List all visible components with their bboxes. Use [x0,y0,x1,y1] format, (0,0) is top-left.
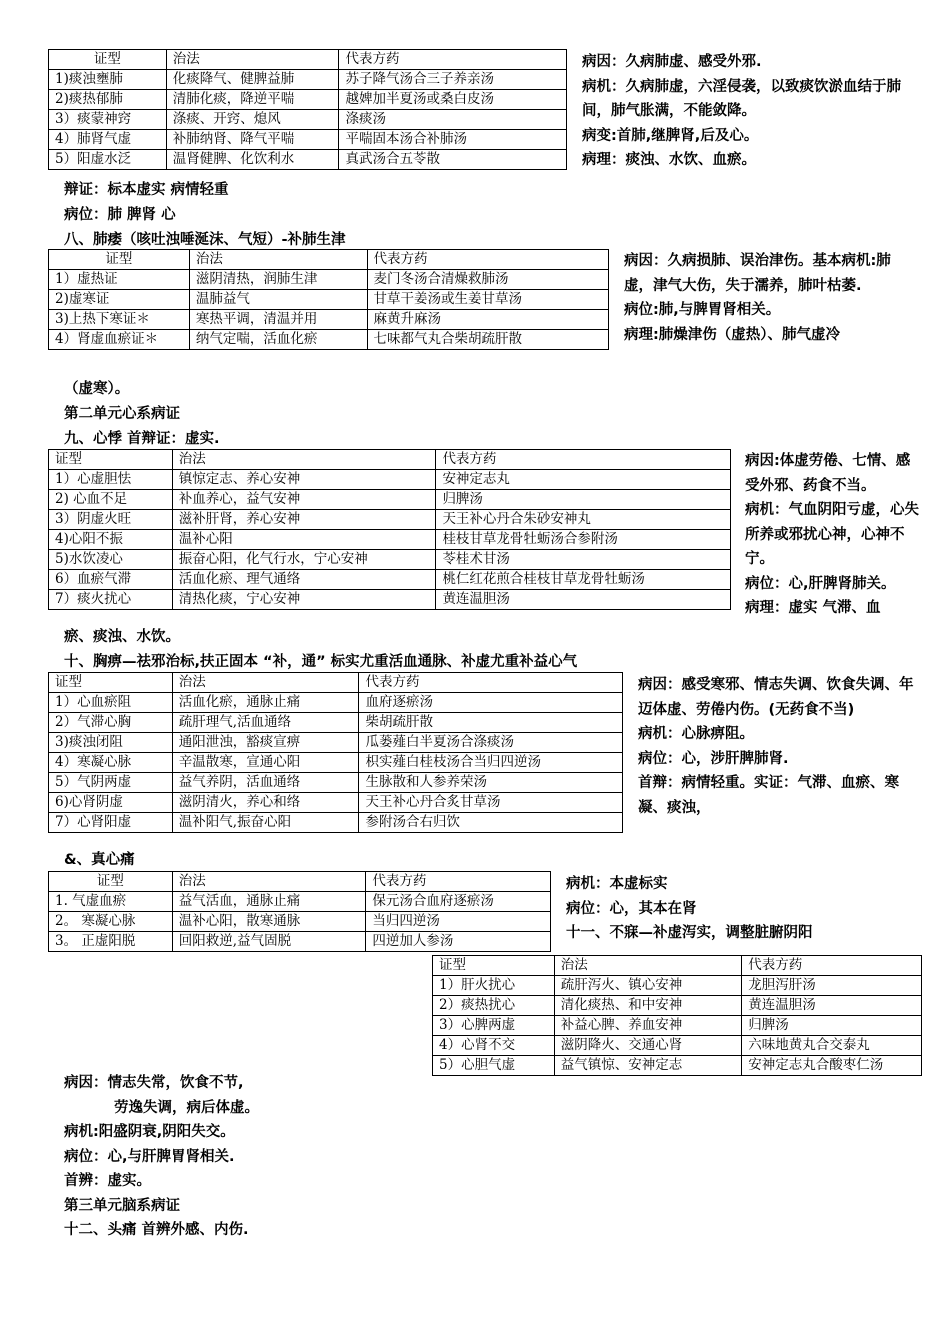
header-zhifa: 治法 [166,50,339,70]
cell: 温补心阳，散寒通脉 [172,912,366,932]
header-zhengxing: 证型 [49,673,173,693]
cell: 归脾汤 [436,490,731,510]
note-bingyin: 病因：感受寒邪、情志失调、饮食失调、年迈体虚、劳倦内伤。(无药食不当) [638,677,914,718]
cell: 辛温散寒，宣通心阳 [172,753,359,773]
cell: 回阳救逆,益气固脱 [172,932,366,952]
cell: 生脉散和人参养荣汤 [359,773,623,793]
cell: 黄连温胆汤 [436,590,731,610]
table-row [49,530,731,550]
note-bingwei: 病位：心，涉肝脾肺肾. [638,750,789,767]
fei-wei-table [48,249,609,350]
cell: 益气养阴，活血通络 [172,773,359,793]
table-row [433,976,922,996]
table-row [49,310,609,330]
bu-mei-notes [64,1071,424,1243]
bu-mei-heading: 十一、不寐—补虚泻实，调整脏腑阴阳 [566,925,813,941]
header-zhengxing: 证型 [433,956,555,976]
cell: 安神定志丸 [436,470,731,490]
cell: 补肺纳肾、降气平喘 [166,130,339,150]
note-bingyin: 病因：久病损肺、误治津伤。基本病机:肺虚，津气大伤，失于濡养，肺叶枯萎. [624,253,891,294]
cell: 涤痰汤 [339,110,567,130]
cell: 清化痰热、和中安神 [554,996,742,1016]
header-fangyao: 代表方药 [339,50,567,70]
cell: 1）心虚胆怯 [49,470,173,490]
table-row [49,813,623,833]
table-header-row [49,673,623,693]
zhen-xin-tong-heading: &、真心痛 [64,852,135,868]
table-header-row [49,872,551,892]
cell: 保元汤合血府逐瘀汤 [366,892,551,912]
table-row [49,693,623,713]
table-row [49,590,731,610]
note-bingwei: 病位:肺,与脾胃肾相关。 [624,302,781,318]
table-row [49,490,731,510]
cell: 当归四逆汤 [366,912,551,932]
cell: 麻黄升麻汤 [367,310,608,330]
fei-wei-note-tail: （虚寒）。 [64,381,130,397]
cell: 清肺化痰，降逆平喘 [166,90,339,110]
cell: 桂枝甘草龙骨牡蛎汤合参附汤 [436,530,731,550]
cell: 平喘固本汤合补肺汤 [339,130,567,150]
cell: 六味地黄丸合交泰丸 [742,1036,922,1056]
cell: 龙胆泻肝汤 [742,976,922,996]
xiong-bi-heading: 十、胸痹—祛邪治标,扶正固本 “补，通” 标实尤重活血通脉、补虚尤重补益心气 [64,654,578,670]
cell: 枳实薤白桂枝汤合当归四逆汤 [359,753,623,773]
note-bingyin: 病因:体虚劳倦、七情、感受外邪、药食不当。 [745,453,911,494]
cell: 2)虚寒证 [49,290,190,310]
note-bingli: 病理:肺燥津伤（虚热）、肺气虚冷 [624,326,841,343]
table-row [49,470,731,490]
cell: 滋阴清火，养心和络 [172,793,359,813]
note-bingji: 病机：本虚标实 [566,876,668,892]
zhen-xin-tong-table [48,871,551,952]
note-bingwei: 病位：心,与肝脾胃肾相关. [64,1148,235,1165]
table-header-row [49,450,731,470]
note-bingji: 病机：心脉痹阻。 [638,726,754,742]
cell: 纳气定喘，活血化瘀 [189,330,367,350]
cell: 温补心阳 [172,530,436,550]
cell: 2)痰热郁肺 [49,90,167,110]
cell: 益气镇惊、安神定志 [554,1056,742,1076]
table-row [49,793,623,813]
cell: 甘草干姜汤或生姜甘草汤 [367,290,608,310]
cell: 温肾健脾、化饮利水 [166,150,339,170]
fei-wei-notes [624,249,916,347]
unit-three-heading: 第三单元脑系病证 [64,1197,180,1214]
cell: 黄连温胆汤 [742,996,922,1016]
table-row [49,550,731,570]
cell: 温肺益气 [189,290,367,310]
table-header-row [49,50,567,70]
header-zhifa: 治法 [172,872,366,892]
cell: 5）心胆气虚 [433,1056,555,1076]
table-row [433,996,922,1016]
cell: 疏肝理气,活血通络 [172,713,359,733]
note-bingyin: 病因：情志失常，饮食不节, [64,1075,244,1091]
xiong-bi-notes [638,673,920,820]
cell: 1）虚热证 [49,270,190,290]
cell: 3）痰蒙神窍 [49,110,167,130]
table-row [433,1036,922,1056]
cell: 2。 寒凝心脉 [49,912,173,932]
table-row [49,90,567,110]
cell: 越婢加半夏汤或桑白皮汤 [339,90,567,110]
cell: 瓜蒌薤白半夏汤合涤痰汤 [359,733,623,753]
cell: 3)上热下寒证＊ [49,310,190,330]
cell: 补血养心，益气安神 [172,490,436,510]
cell: 血府逐瘀汤 [359,693,623,713]
cell: 柴胡疏肝散 [359,713,623,733]
cell: 参附汤合右归饮 [359,813,623,833]
cell: 滋阴清热，润肺生津 [189,270,367,290]
header-fangyao: 代表方药 [436,450,731,470]
cell: 1)痰浊壅肺 [49,70,167,90]
cell: 4）肾虚血瘀证＊ [49,330,190,350]
cell: 四逆加人参汤 [366,932,551,952]
table-row [49,773,623,793]
cell: 2）气滞心胸 [49,713,173,733]
zhen-xin-tong-notes [566,872,926,946]
cell: 4）肺肾气虚 [49,130,167,150]
cell: 苓桂术甘汤 [436,550,731,570]
note-bingji: 病机:阳盛阴衰,阴阳失交。 [64,1124,235,1140]
header-zhengxing: 证型 [49,872,173,892]
header-fangyao: 代表方药 [367,250,608,270]
note-bingji: 病机：久病肺虚，六淫侵袭，以致痰饮淤血结于肺间，肺气胀满，不能敛降。 [582,78,901,119]
cell: 安神定志丸合酸枣仁汤 [742,1056,922,1076]
cell: 3)痰浊闭阻 [49,733,173,753]
table-row [49,892,551,912]
bianzheng-line: 辩证：标本虚实 病情轻重 [64,182,229,198]
cell: 涤痰、开窍、熄风 [166,110,339,130]
table-row [49,733,623,753]
table-row [49,912,551,932]
table-row [49,150,567,170]
cell: 5）气阴两虚 [49,773,173,793]
header-fangyao: 代表方药 [366,872,551,892]
cell: 3。 正虚阳脱 [49,932,173,952]
note-bingwei: 病位：心，其本在肾 [566,900,697,917]
cell: 4)心阳不振 [49,530,173,550]
table-row [49,932,551,952]
table-row [49,510,731,530]
table-row [49,753,623,773]
note-shoubian: 首辩：病情轻重。实证：气滞、血瘀、寒凝、痰浊， [638,775,899,816]
header-zhifa: 治法 [172,673,359,693]
cell: 活血化瘀，通脉止痛 [172,693,359,713]
cell: 通阳泄浊，豁痰宣痹 [172,733,359,753]
cell: 七味都气丸合柴胡疏肝散 [367,330,608,350]
cell: 滋阴降火、交通心肾 [554,1036,742,1056]
cell: 2) 心血不足 [49,490,173,510]
cell: 6）血瘀气滞 [49,570,173,590]
cell: 振奋心阳，化气行水，宁心安神 [172,550,436,570]
cell: 麦门冬汤合清燥救肺汤 [367,270,608,290]
header-zhengxing: 证型 [49,50,167,70]
cell: 桃仁红花煎合桂枝甘草龙骨牡蛎汤 [436,570,731,590]
cell: 寒热平调，清温并用 [189,310,367,330]
cell: 2）痰热扰心 [433,996,555,1016]
note-bingyin-cont: 劳逸失调，病后体虚。 [114,1099,259,1116]
note-bingji: 病机：气血阴阳亏虚，心失所养或邪扰心神，心神不宁。 [745,502,919,567]
cell: 天王补心丹合炙甘草汤 [359,793,623,813]
table-row [49,70,567,90]
cell: 镇惊定志、养心安神 [172,470,436,490]
cell: 6)心肾阴虚 [49,793,173,813]
header-zhifa: 治法 [554,956,742,976]
note-bingbian: 病变:首肺,继脾肾,后及心。 [582,127,759,144]
bingwei-line: 病位：肺 脾肾 心 [64,207,176,223]
cell: 清热化痰，宁心安神 [172,590,436,610]
header-zhifa: 治法 [189,250,367,270]
table-row [49,270,609,290]
header-fangyao: 代表方药 [359,673,623,693]
table-row [433,1016,922,1036]
cell: 疏肝泻火、镇心安神 [554,976,742,996]
fei-zhang-notes [582,50,922,173]
cell: 4）心肾不交 [433,1036,555,1056]
note-bingli: 病理：痰浊、水饮、血瘀。 [582,152,756,168]
bu-mei-table [432,955,922,1076]
table-row [49,330,609,350]
xin-ji-table [48,449,731,610]
cell: 3）心脾两虚 [433,1016,555,1036]
note-bingyin: 病因：久病肺虚、感受外邪. [582,54,762,70]
cell: 5）阳虚水泛 [49,150,167,170]
table-row [433,1056,922,1076]
cell: 4）寒凝心脉 [49,753,173,773]
cell: 活血化瘀、理气通络 [172,570,436,590]
cell: 归脾汤 [742,1016,922,1036]
xin-ji-notes [745,449,921,621]
cell: 苏子降气汤合三子养亲汤 [339,70,567,90]
cell: 滋补肝肾，养心安神 [172,510,436,530]
table-row [49,110,567,130]
header-zhifa: 治法 [172,450,436,470]
table-row [49,130,567,150]
table-header-row [49,250,609,270]
tou-tong-heading: 十二、头痛 首辨外感、内伤. [64,1222,249,1238]
xiong-bi-table [48,672,623,833]
cell: 益气活血，通脉止痛 [172,892,366,912]
cell: 7）痰火扰心 [49,590,173,610]
fei-wei-heading: 八、肺痿（咳吐浊唾涎沫、气短）-补肺生津 [64,232,346,248]
note-bingli: 病理：虚实 气滞、血 [745,600,881,616]
xin-ji-heading: 九、心悸 首辩证：虚实. [64,431,220,447]
header-fangyao: 代表方药 [742,956,922,976]
cell: 真武汤合五苓散 [339,150,567,170]
cell: 1. 气虚血瘀 [49,892,173,912]
table-row [49,570,731,590]
cell: 温补阳气,振奋心阳 [172,813,359,833]
note-shoubian: 首辨：虚实。 [64,1173,151,1189]
header-zhengxing: 证型 [49,450,173,470]
unit-two-heading: 第二单元心系病证 [64,406,180,422]
note-bingwei: 病位：心,肝脾肾肺关。 [745,575,896,592]
cell: 1）肝火扰心 [433,976,555,996]
table-row [49,713,623,733]
cell: 3）阴虚火旺 [49,510,173,530]
table-row [49,290,609,310]
cell: 补益心脾、养血安神 [554,1016,742,1036]
table-header-row [433,956,922,976]
header-zhengxing: 证型 [49,250,190,270]
cell: 5)水饮凌心 [49,550,173,570]
xin-ji-note-tail: 瘀、痰浊、水饮。 [64,629,180,645]
cell: 7）心肾阳虚 [49,813,173,833]
cell: 1）心血瘀阻 [49,693,173,713]
fei-zhang-table [48,49,567,170]
cell: 天王补心丹合朱砂安神丸 [436,510,731,530]
cell: 化痰降气、健脾益肺 [166,70,339,90]
